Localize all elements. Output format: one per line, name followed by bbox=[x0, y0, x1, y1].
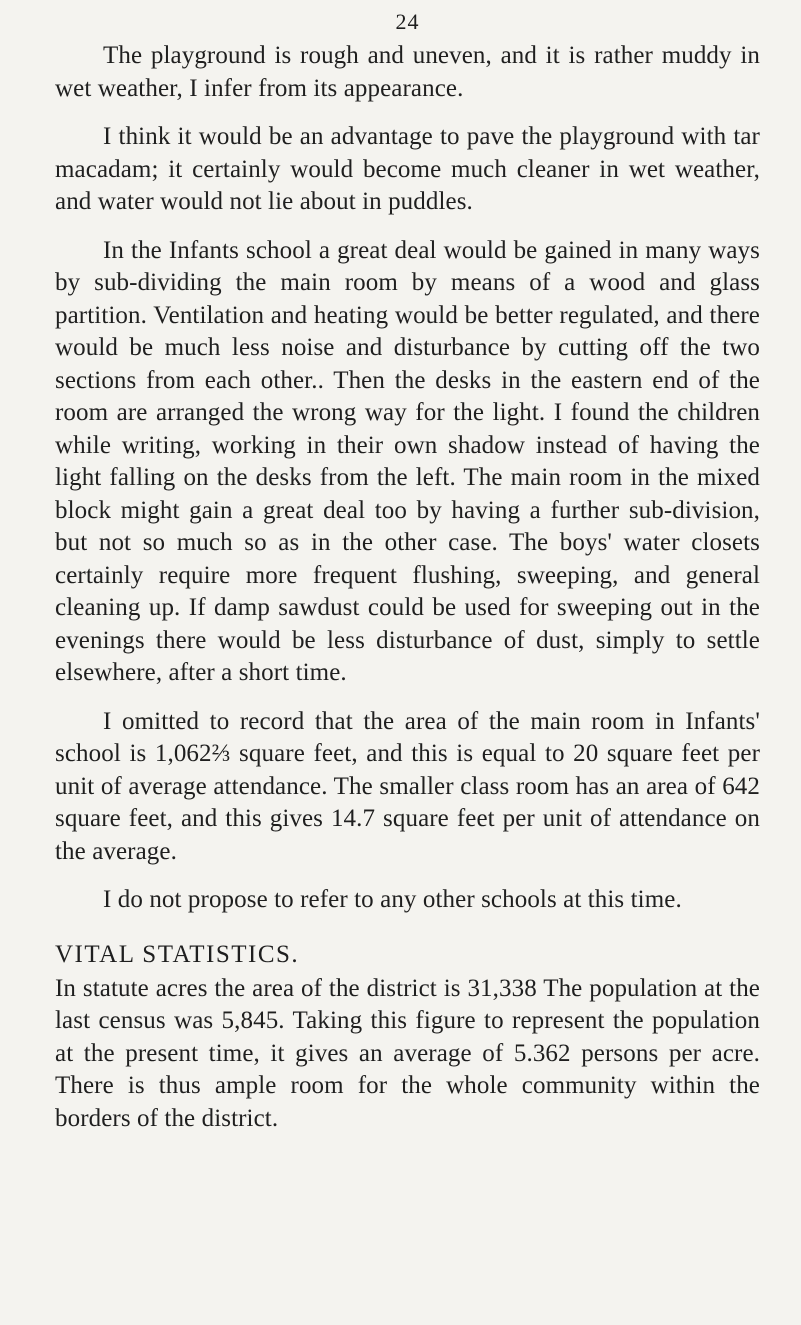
paragraph-other-schools: I do not propose to refer to any other schools at this time. bbox=[103, 886, 682, 913]
paragraph-playground: The playground is rough and uneven, and it is rather muddy in wet weather, I infer from its appearance. bbox=[55, 42, 760, 102]
page-number: 24 bbox=[395, 9, 420, 34]
paragraph-vital-statistics: In statute acres the area of the district is 31,338 The population at the last census was 5,845. Taking this figure to represent the population at the present time, it gives an average of 5.362 persons per acre. There is thus ample room for the whole community within the borders of the district. bbox=[55, 974, 760, 1132]
paragraph-infants-school: In the Infants school a great deal would be gained in many ways by sub-dividing the main room by means of a wood and glass partition. Ventilation and heating would be better regulated, and there would be much less noise and disturbance by cutting off the two sections from each other.. Then the desks in the eastern end of the room are arranged the wrong way for the light. I found the children while writing, working in their own shadow instead of having the light falling on the desks from the left. The main room in the mixed block might gain a great deal too by having a further sub-division, but not so much so as in the other case. The boys' water closets certainly require more frequent flushing, sweeping, and general cleaning up. If damp sawdust could be used for sweeping out in the evenings there would be less disturbance of dust, simply to settle elsewhere, after a short time. bbox=[55, 236, 760, 686]
paragraph-room-area: I omitted to record that the area of the main room in Infants' school is 1,062⅔ square feet, and this is equal to 20 square feet per unit of average attendance. The smaller class room has an area of 642 square feet, and this gives 14.7 square feet per unit of attendance on the average. bbox=[55, 707, 760, 865]
document-page bbox=[55, 8, 760, 1318]
paragraph-tar-macadam: I think it would be an advantage to pave the playground with tar macadam; it certainly would become much cleaner in wet weather, and water would not lie about in puddles. bbox=[55, 123, 760, 215]
section-heading-vital-statistics: VITAL STATISTICS. bbox=[55, 940, 300, 968]
